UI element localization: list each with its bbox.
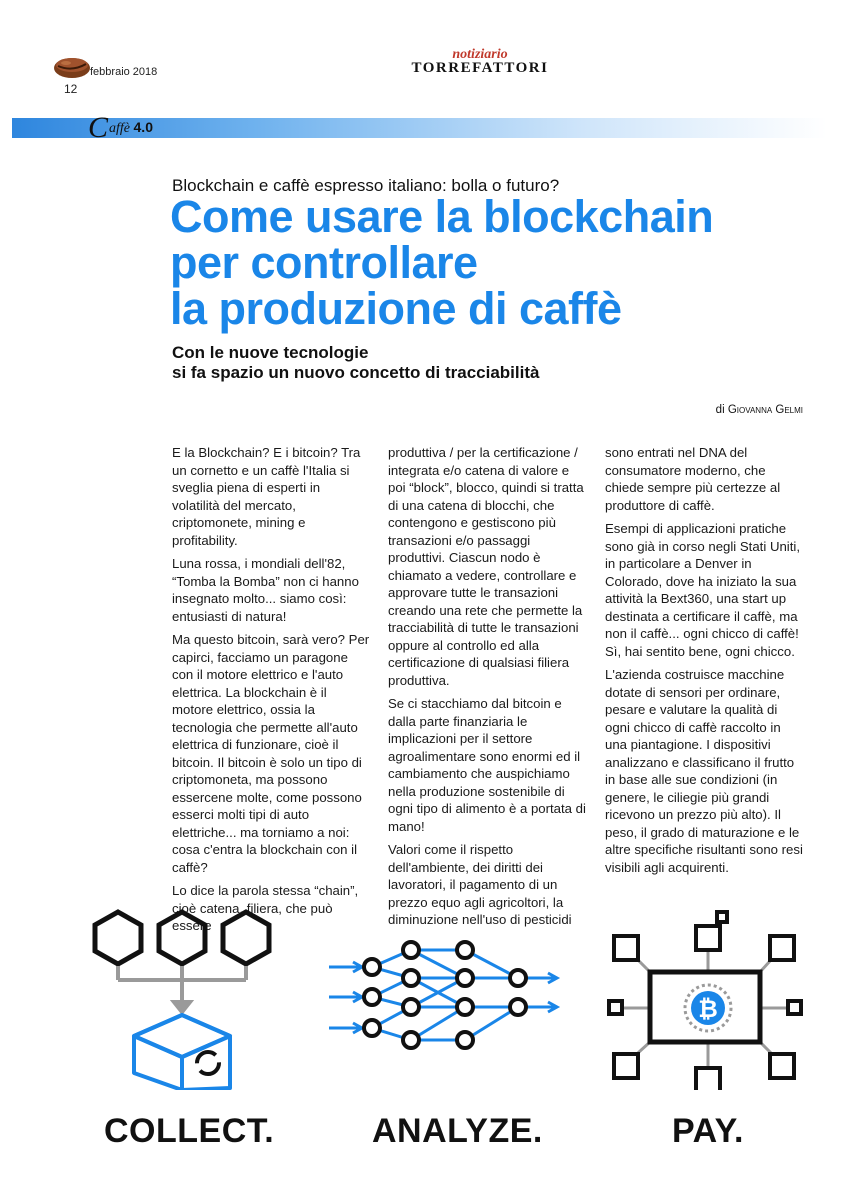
article-column-3 <box>605 444 803 882</box>
title-line: Come usare la blockchain <box>170 191 714 242</box>
infographic <box>0 890 855 1090</box>
article-column-1 <box>172 444 370 941</box>
paragraph: Ma questo bitcoin, sarà vero? Per capirci, facciamo un paragone con il motore elettrico e l'auto elettrica. La blockchain è il motore elettrico, ossia la tecnologia che permette all'auto elettrica di funzionare, cioè il bitcoin. Il bitcoin è solo un tipo di criptomoneta, ma possono essercene molte, come possono esserci molti tipi di auto elettriche... ma torniamo a noi: cosa c'entra la blockchain con il caffè? <box>172 632 370 875</box>
paragraph: Valori come il rispetto dell'ambiente, dei diritti dei lavoratori, il pagamento di un prezzo equo agli agricoltori, la diminuzione nell'uso di pesticidi <box>388 842 572 927</box>
article-byline <box>716 404 803 416</box>
section-initial: C <box>88 111 109 144</box>
neural-network-icon <box>329 942 557 1048</box>
coffee-bean-icon <box>52 54 92 80</box>
byline-author: Giovanna Gelmi <box>727 404 803 416</box>
paragraph: Luna rossa, i mondiali dell'82, “Tomba la Bomba” non ci hanno insegnato molto... siamo così: entusiasti di natura! <box>172 556 359 624</box>
section-version: 4.0 <box>133 119 153 135</box>
title-line: per controllare <box>170 237 478 288</box>
paragraph: Se ci stacchiamo dal bitcoin e dalla parte finanziaria le implicazioni per il settore agroalimentare sono enormi ed il cambiamento che auspichiamo nella produzione sostenibile di ogni tipo di alimento è a portata di mano! <box>388 696 586 834</box>
page-header <box>0 0 855 112</box>
article-kicker: Blockchain e caffè espresso italiano: bolla o futuro? <box>172 176 560 195</box>
blockchain-collect-icon <box>95 912 269 1090</box>
caption-analyze: ANALYZE. <box>372 1112 543 1150</box>
svg-text:₿: ₿ <box>698 996 718 1023</box>
paragraph: produttiva / per la certificazione / integrata e/o catena di valore e poi “block”, blocco, quindi si tratta di una catena di blocchi, che contengono e gestiscono più transazioni e/o passaggi produttivi. Ciascun nodo è chiamato a vedere, controllare e approvare tutte le transazioni creando una rete che permette la tracciabilità di tutte le transazioni oppure al controllo ed alla certificazione di qualsiasi filiera produttiva. <box>388 445 584 688</box>
paragraph: Lo dice la parola stessa “chain”, cioè catena, filiera, che può essere <box>172 883 359 933</box>
article-subtitle <box>172 343 539 383</box>
masthead-bottom: TORREFATTORI <box>411 60 549 76</box>
bitcoin-payment-icon <box>609 912 801 1090</box>
paragraph: L'azienda costruisce macchine dotate di sensori per ordinare, pesare e valutare la qualità di ogni chicco di caffè raccolto in una piantagione. I dispositivi analizzano e classificano il frutto in base alle sue condizioni (in genere, le ciliegie più grandi ricevono un prezzo più alto). Il peso, il grado di maturazione e le altre specifiche risultanti sono resi visibili agli acquirenti. <box>605 667 803 875</box>
article-column-2 <box>388 444 586 935</box>
paragraph: sono entrati nel DNA del consumatore moderno, che chiede sempre più certezze al produttore di caffè. <box>605 445 781 513</box>
section-name: affè <box>109 121 131 136</box>
masthead-top: notiziario <box>452 47 508 62</box>
paragraph: E la Blockchain? E i bitcoin? Tra un cornetto e un caffè l'Italia si sveglia piena di esperti in volatilità del mercato, criptomonete, mining e profitability. <box>172 445 361 548</box>
byline-prefix: di <box>715 404 725 416</box>
subtitle-line: si fa spazio un nuovo concetto di tracciabilità <box>172 363 540 382</box>
article-title <box>170 191 830 334</box>
caption-collect: COLLECT. <box>104 1112 275 1150</box>
issue-date: febbraio 2018 <box>90 66 158 78</box>
title-line: la produzione di caffè <box>170 283 622 334</box>
caption-pay: PAY. <box>672 1112 744 1150</box>
masthead-logo <box>380 48 580 76</box>
section-label <box>88 111 153 144</box>
subtitle-line: Con le nuove tecnologie <box>172 343 369 362</box>
page-number: 12 <box>64 82 78 96</box>
paragraph: Esempi di applicazioni pratiche sono già in corso negli Stati Uniti, in particolare a Denver in Colorado, dove ha iniziato la sua attività la Bext360, una start up destinata a certificare il caffè, ma non il caffè... ogni chicco di caffè! Sì, hai sentito bene, ogni chicco. <box>605 521 800 659</box>
